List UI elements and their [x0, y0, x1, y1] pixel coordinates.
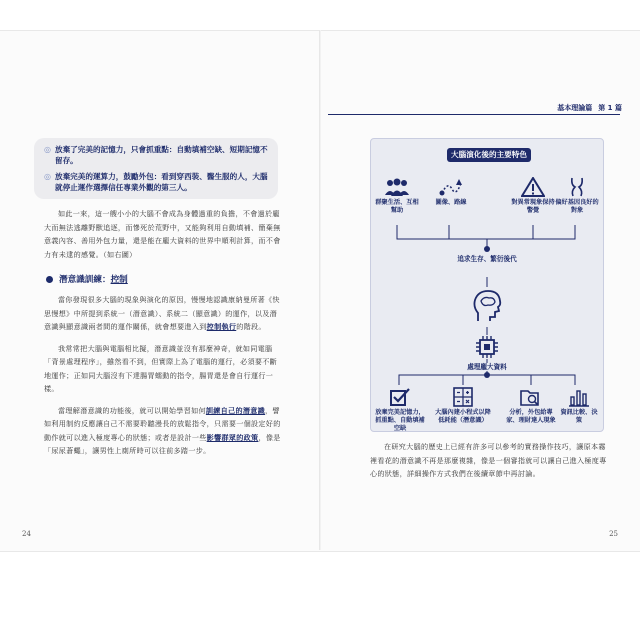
calculator-icon: [453, 387, 473, 407]
middle-label: 處理龐大資料: [467, 363, 507, 371]
bottom-node-label: 分析，外包給專家、理財達人現象: [506, 409, 556, 424]
group-people-icon: [384, 177, 410, 197]
running-header: [557, 103, 622, 113]
map-route-icon: [438, 177, 464, 197]
warning-triangle-icon: [521, 177, 545, 197]
header-section: 基本理論篇: [557, 104, 593, 112]
highlight-text: 訓練自己的潛意識: [205, 405, 266, 415]
callout-item: [44, 144, 270, 166]
middle-node: [441, 363, 533, 371]
bar-chart-icon: [569, 387, 589, 407]
paragraph-text: 當你發現很多大腦的現象與演化的原因，慢慢地認識康納曼所著《快思慢想》中所提到系統一（潛意識）、系統二（顯意識）的運作，以及潛意識與顯意識兩者間的運作關係，就會想要進入到: [44, 295, 280, 331]
paragraph-text: ，譬如利用制約反應讓自己不需要聆聽漫長的放鬆指令，只需要一個設定好的動作就可以進入極度專心的狀態；或者是設計一些: [44, 405, 281, 442]
paragraph: 如此一來，這一艘小小的大腦不會成為身體過重的負擔，不會過於龐大而無法逃離野獸追逐，而慘死於荒野中，又能夠利用自動填補、簡棄無意義內容、善用外包力量，還是能在龐大資料的世界中順利計算，而不會力有未逮的感覺。（如右圖）: [44, 209, 281, 259]
section-heading-highlight: 控制: [110, 275, 128, 285]
figure-title: 大腦演化後的主要特色: [447, 148, 531, 162]
callout-item: [44, 171, 270, 193]
highlight-text: 控制執行: [206, 322, 237, 331]
brain-node: [472, 289, 502, 325]
top-node-label: 圖像、路線: [435, 199, 467, 206]
left-page-body: [20, 138, 280, 458]
highlight-text: 影響群眾的政策: [206, 432, 259, 442]
top-node-label: 偏好基因良好的對象: [555, 199, 599, 214]
top-node: [375, 177, 419, 215]
header-chapter: 第 1 篇: [598, 104, 622, 112]
callout-text: 放棄完美的運算力，鼓勵外包：看到穿西裝、醫生服的人，大腦就停止運作選擇信任專業外觀的第三人。: [54, 172, 268, 192]
top-node-label: 對異常現象保持警覺: [511, 199, 555, 214]
callout-text: 放棄了完美的記憶力，只會抓重點：自動填補空缺、短期記憶不留存。: [54, 145, 268, 165]
bottom-node: [375, 387, 425, 433]
bottom-node-label: 資訊比較、決策: [560, 409, 598, 424]
top-node-label: 群聚生活、互相幫助: [375, 199, 419, 214]
right-page-body: [370, 440, 610, 481]
paragraph: [44, 293, 284, 334]
checkbox-icon: [389, 387, 411, 407]
top-node: [555, 177, 599, 215]
callout-box: [34, 138, 278, 199]
bottom-node-label: 放棄完美記憶力，抓重點、自動填補空缺: [375, 409, 425, 432]
page-number-right: 25: [609, 530, 618, 538]
paragraph-text: ，像是「尿尿蒼蠅」，讓男性上廁所時可以往前多踏一步。: [44, 432, 281, 455]
evolution-figure: [370, 138, 604, 432]
check-circle-icon: ◎: [44, 172, 51, 181]
paragraph: 在研究大腦的歷史上已經有許多可以參考的實務操作技巧，讓原本霧裡看花的潛意識不再是那麼複雜，像是一個審指就可以讓自己進入極度專心的狀態，詳細操作方式我們在後續章節中再討論。: [370, 442, 607, 478]
paragraph: 我常常把大腦與電腦相比擬，潛意識並沒有那麼神奇，就如同電腦「背景處理程序」，雖然看不到，但實際上為了電腦的運行，必須要不斷地運作；正如同大腦沒有下達腸胃蠕動的指令，腸胃還是會自行運行一樣。: [44, 343, 278, 393]
paragraph-text: 的階段。: [236, 322, 266, 331]
brain-head-icon: [472, 289, 502, 323]
page-number-left: 24: [22, 530, 31, 538]
check-circle-icon: ◎: [44, 145, 51, 154]
section-heading: [46, 273, 280, 285]
book-gutter: [319, 30, 321, 550]
bullet-dot-icon: [46, 276, 53, 283]
header-rule: [328, 114, 620, 115]
processor-chip-icon: [475, 335, 499, 359]
female-body-icon: [567, 177, 587, 197]
top-node: [509, 177, 557, 215]
center-label: 追求生存、繁衍後代: [457, 255, 517, 263]
paragraph: [44, 404, 284, 458]
center-node: [431, 255, 543, 263]
folder-search-icon: [520, 387, 542, 407]
bottom-node: [505, 387, 557, 425]
bottom-node: [559, 387, 599, 425]
section-heading-prefix: 潛意識訓練：: [59, 275, 111, 285]
bottom-node-label: 大腦內建小程式以降低耗能（潛意識）: [435, 409, 491, 424]
chip-node: [474, 335, 500, 361]
paragraph-text: 當理解潛意識的功能後，就可以開始學習如何: [58, 405, 206, 415]
bottom-node: [435, 387, 491, 425]
top-node: [429, 177, 473, 207]
